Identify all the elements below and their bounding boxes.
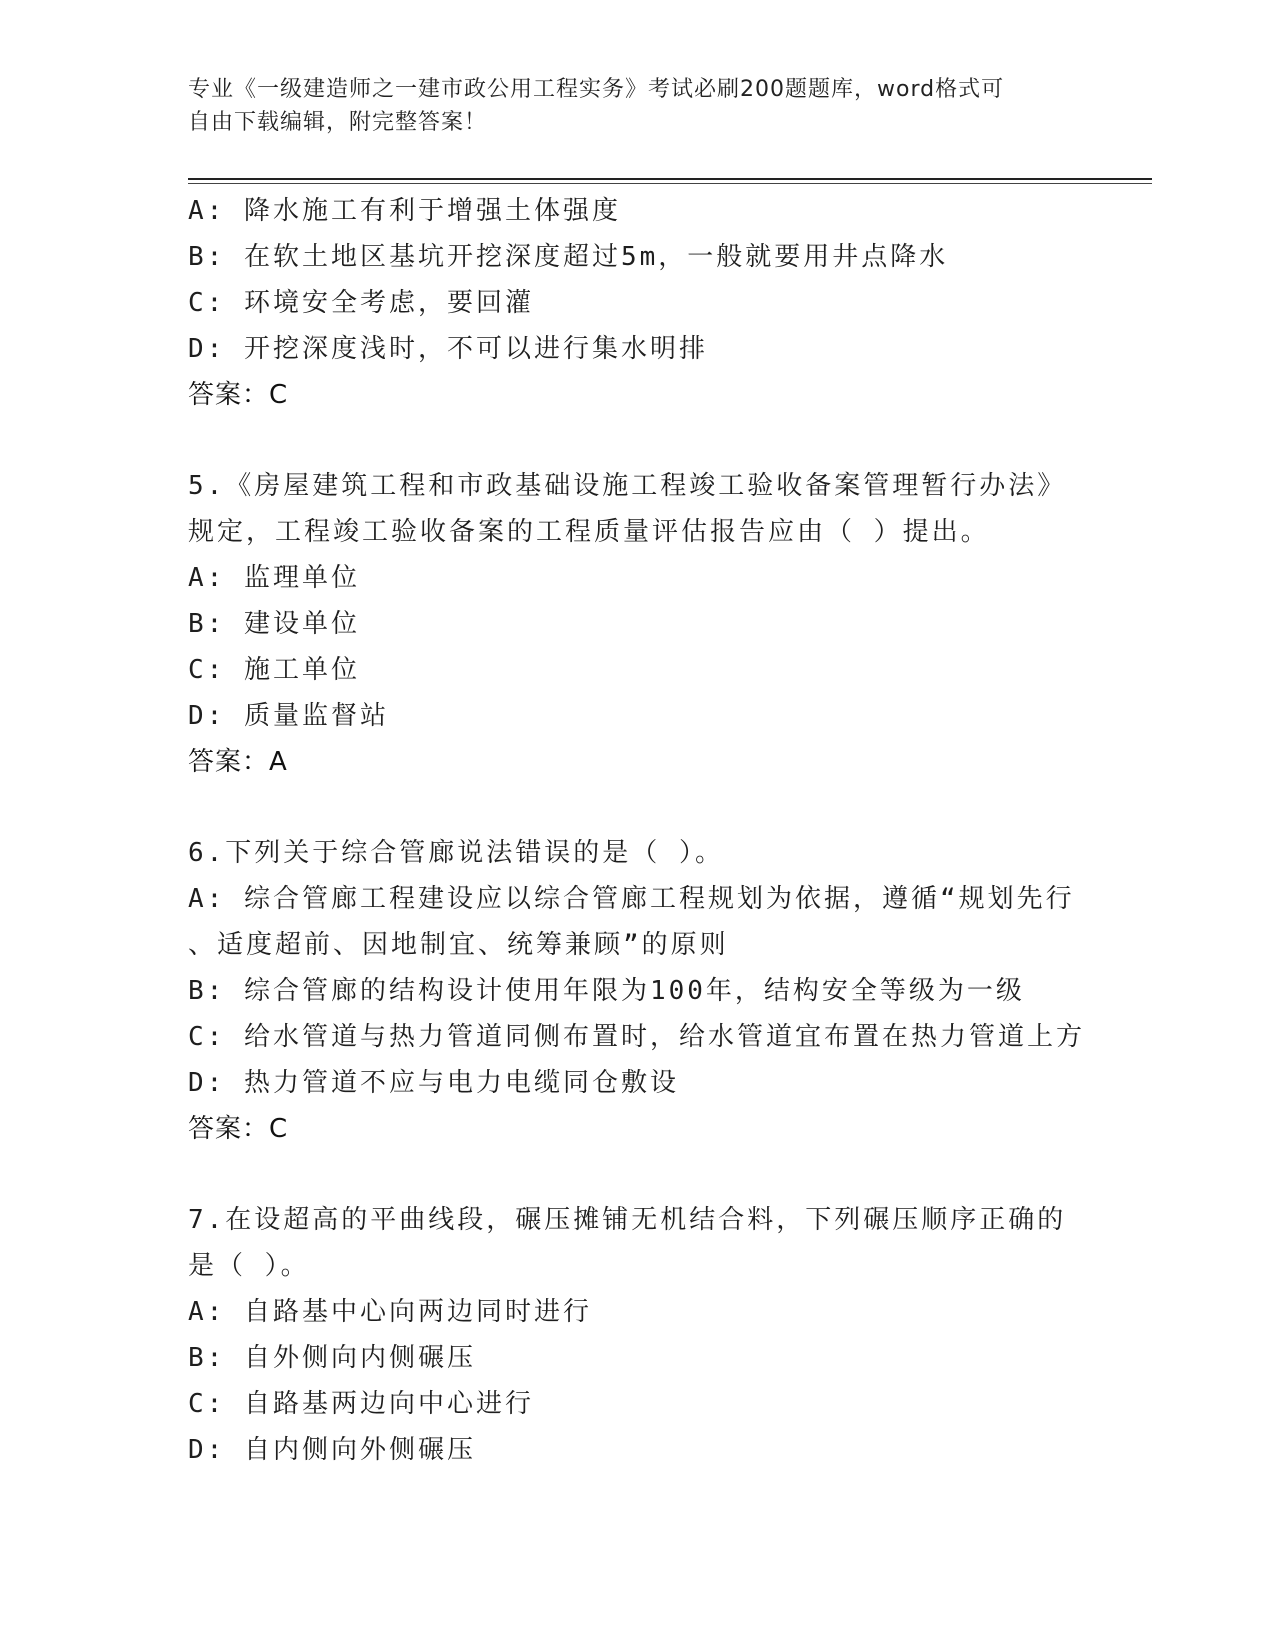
- question-5-answer: 答案：A: [188, 747, 288, 777]
- question-4-option-b: B: 在软土地区基坑开挖深度超过5m，一般就要用井点降水: [188, 242, 949, 272]
- question-7-stem-line-1: 7.在设超高的平曲线段，碾压摊铺无机结合料，下列碾压顺序正确的: [188, 1205, 1067, 1235]
- question-4: [188, 188, 1148, 418]
- question-6-option-c: C: 给水管道与热力管道同侧布置时，给水管道宜布置在热力管道上方: [188, 1022, 1085, 1052]
- question-5-option-d: D: 质量监督站: [188, 701, 389, 731]
- question-list: [188, 188, 1148, 1473]
- question-6: [188, 830, 1148, 1152]
- question-4-option-c: C: 环境安全考虑，要回灌: [188, 288, 534, 318]
- header-divider-thin: [188, 183, 1152, 184]
- question-7-stem-line-2: 是（ ）。: [188, 1251, 310, 1281]
- header-line-2: 自由下载编辑，附完整答案！: [188, 110, 488, 135]
- question-spacer: [188, 418, 1148, 463]
- question-7-option-b: B: 自外侧向内侧碾压: [188, 1343, 476, 1373]
- header-divider-thick: [188, 178, 1152, 180]
- document-header: [188, 73, 1088, 139]
- question-7-option-d: D: 自内侧向外侧碾压: [188, 1435, 476, 1465]
- question-4-answer: 答案：C: [188, 380, 289, 410]
- question-spacer: [188, 785, 1148, 830]
- question-7-option-c: C: 自路基两边向中心进行: [188, 1389, 534, 1419]
- question-6-answer: 答案：C: [188, 1114, 289, 1144]
- question-5-option-a: A: 监理单位: [188, 563, 360, 593]
- question-4-option-a: A: 降水施工有利于增强土体强度: [188, 196, 621, 226]
- question-6-option-d: D: 热力管道不应与电力电缆同仓敷设: [188, 1068, 679, 1098]
- question-6-option-a-continued: 、适度超前、因地制宜、统筹兼顾”的原则: [188, 930, 729, 960]
- question-5-option-c: C: 施工单位: [188, 655, 360, 685]
- question-7-option-a: A: 自路基中心向两边同时进行: [188, 1297, 592, 1327]
- question-4-option-d: D: 开挖深度浅时，不可以进行集水明排: [188, 334, 708, 364]
- question-7: [188, 1197, 1148, 1473]
- question-spacer: [188, 1152, 1148, 1197]
- header-line-1: 专业《一级建造师之一建市政公用工程实务》考试必刷200题题库，word格式可: [188, 77, 1005, 102]
- question-5-option-b: B: 建设单位: [188, 609, 360, 639]
- question-6-stem-line-1: 6.下列关于综合管廊说法错误的是（ ）。: [188, 838, 724, 868]
- question-5-stem-line-2: 规定，工程竣工验收备案的工程质量评估报告应由（ ）提出。: [188, 517, 990, 547]
- question-6-option-a: A: 综合管廊工程建设应以综合管廊工程规划为依据，遵循“规划先行: [188, 884, 1075, 914]
- question-6-option-b: B: 综合管廊的结构设计使用年限为100年，结构安全等级为一级: [188, 976, 1025, 1006]
- question-5-stem-line-1: 5.《房屋建筑工程和市政基础设施工程竣工验收备案管理暂行办法》: [188, 471, 1067, 501]
- question-5: [188, 463, 1148, 785]
